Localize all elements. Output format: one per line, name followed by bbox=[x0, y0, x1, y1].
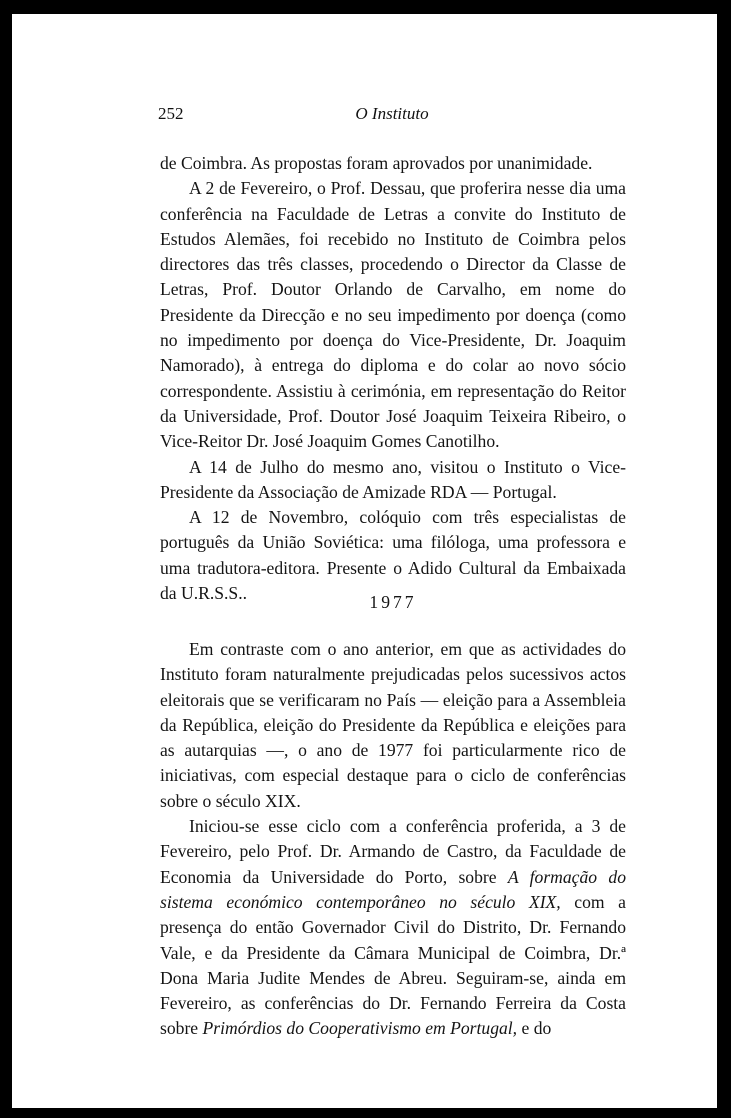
text-run: e do bbox=[517, 1018, 552, 1039]
scan-border-left bbox=[0, 0, 12, 1118]
scan-border-right bbox=[717, 0, 731, 1118]
paragraph-november-colloquium: A 12 de Novembro, colóquio com três especialistas de português da União Soviética: uma filóloga, uma professora e uma tradutora-editora. Presente o Adido Cultural da Embaixada da U.R.S.S.. bbox=[160, 507, 626, 604]
paragraph-conference-cycle bbox=[160, 814, 626, 1042]
italic-title: A formação do sistema económico contemporâneo no século XIX, bbox=[160, 866, 626, 912]
page-header bbox=[158, 104, 626, 128]
body-text-after-heading bbox=[160, 637, 626, 1042]
section-heading-year: 1977 bbox=[369, 592, 417, 612]
scan-border-bottom bbox=[0, 1108, 731, 1118]
paragraph-1977-intro: Em contraste com o ano anterior, em que as actividades do Instituto foram naturalmente prejudicadas pelos sucessivos actos eleitorais que se verificaram no País — eleição para a Assembleia da República, eleição do Presidente da República e eleições para as autarquias —, o ano de 1977 foi particularmente rico de iniciativas, com especial destaque para o ciclo de conferências sobre o século XIX. bbox=[160, 639, 626, 811]
italic-title: Primórdios do Cooperativismo em Portugal, bbox=[202, 1018, 518, 1039]
text-run: Iniciou-se esse ciclo com a conferência proferida, a 3 de Fevereiro, pelo Prof. Dr. Armando de Castro, da Faculdade de Economia da Universidade do Porto, sobre bbox=[160, 816, 626, 887]
paragraph-continuation: de Coimbra. As propostas foram aprovados por unanimidade. bbox=[160, 153, 593, 173]
paragraph-july-visit: A 14 de Julho do mesmo ano, visitou o Instituto o Vice-Presidente da Associação de Amizade RDA — Portugal. bbox=[160, 456, 626, 502]
running-title: O Instituto bbox=[355, 104, 429, 123]
paragraph-dessau: A 2 de Fevereiro, o Prof. Dessau, que proferira nesse dia uma conferência na Faculdade de Letras a convite do Instituto de Estudos Alemães, foi recebido no Instituto de Coimbra pelos directores das três classes, procedendo o Director da Classe de Letras, Prof. Doutor Orlando de Carvalho, em nome do Presidente da Direcção e no seu impedimento por doença (como no impedimento por doença do Vice-Presidente, Dr. Joaquim Namorado), à entrega do diploma e do colar ao novo sócio correspondente. Assistiu à cerimónia, em representação do Reitor da Universidade, Prof. Doutor José Joaquim Teixeira Ribeiro, o Vice-Reitor Dr. José Joaquim Gomes Canotilho. bbox=[160, 178, 626, 452]
scan-border-top bbox=[0, 0, 731, 14]
page-number: 252 bbox=[158, 104, 184, 123]
text-run: com a presença do então Governador Civil do Distrito, Dr. Fernando Vale, e da Presidente da Câmara Municipal de Coimbra, Dr.ª Dona Maria Judite Mendes de Abreu. Seguiram-se, ainda em Fevereiro, as conferências do Dr. Fernando Ferreira da Costa sobre bbox=[160, 891, 626, 1039]
body-text-before-heading bbox=[160, 151, 626, 606]
